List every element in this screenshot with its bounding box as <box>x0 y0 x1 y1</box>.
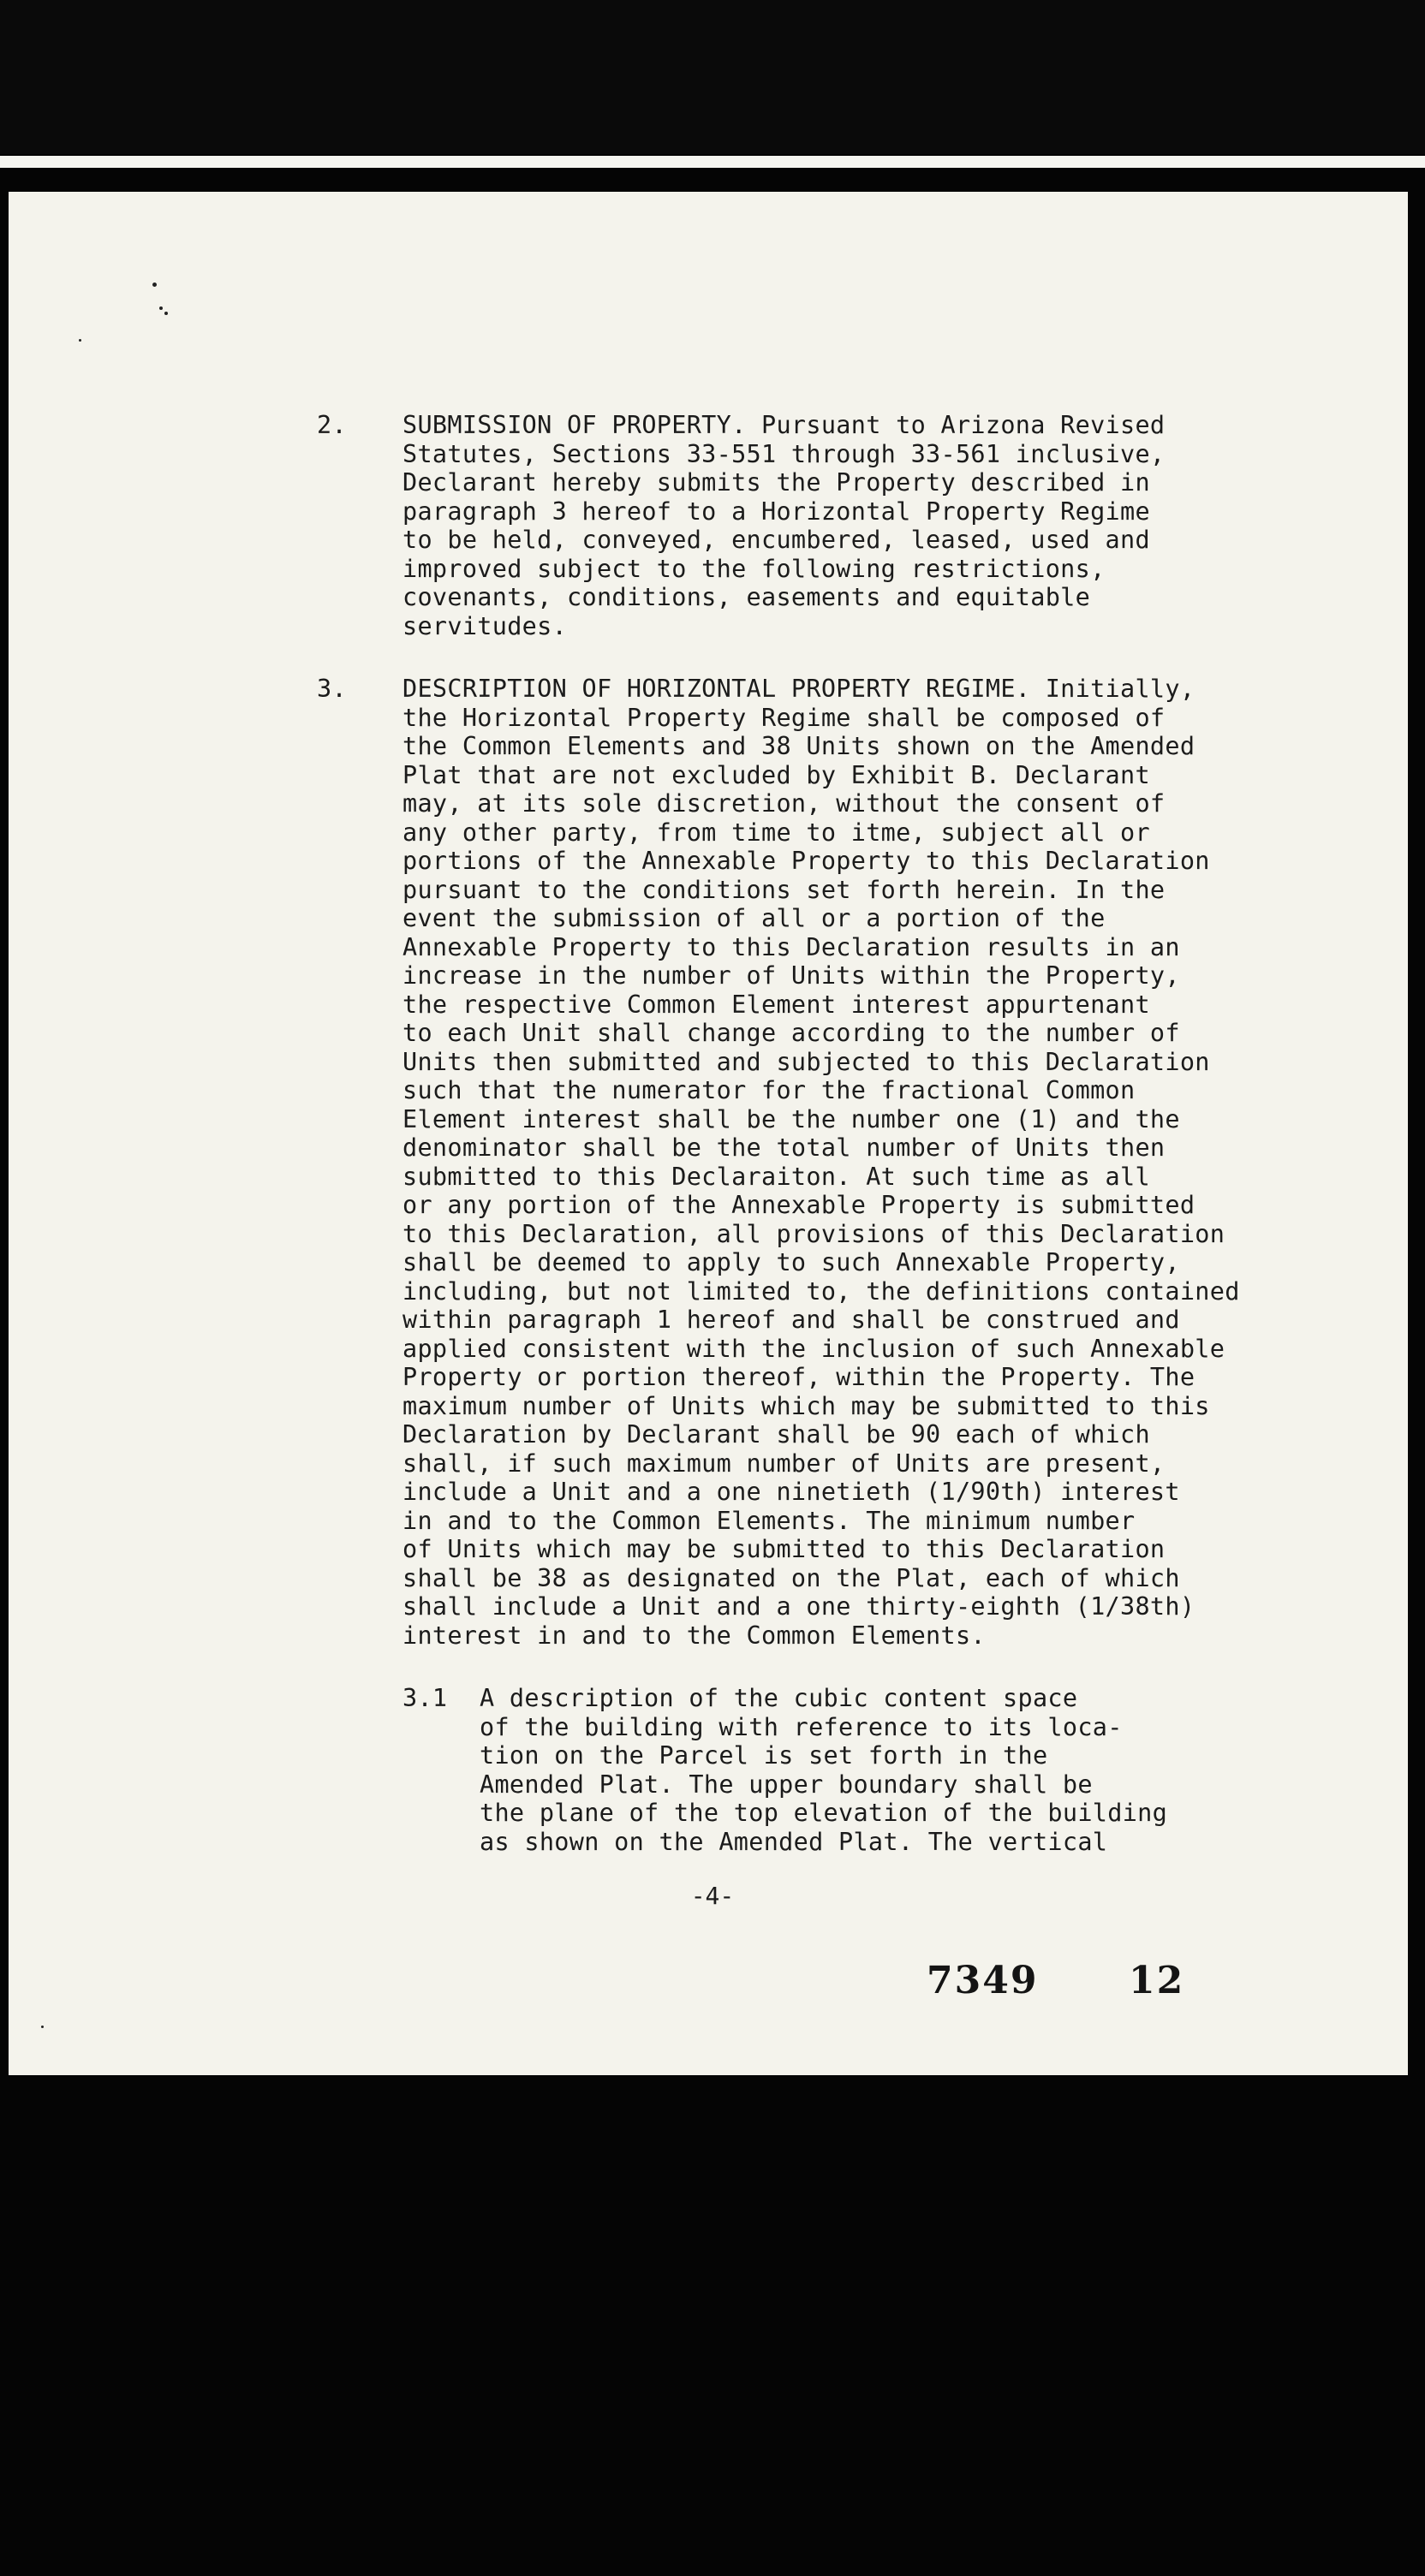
paragraph-2 <box>317 411 1345 640</box>
subparagraph-3-1 <box>402 1684 1345 1856</box>
paragraph-number: 3. <box>317 675 347 703</box>
scan-edge-line <box>0 156 1425 168</box>
paragraph-text: DESCRIPTION OF HORIZONTAL PROPERTY REGIME. Initially, the Horizontal Property Regime shall be composed of the Common Elements and 38 Units shown on the Amended Plat that are not excluded by Exhibit B. Declarant may, at its sole discretion, without the consent of any other party, from time to itme, subject all or portions of the Annexable Property to this Declaration pursuant to the conditions set forth herein. In the event the submission of all or a portion of the Annexable Property to this Declaration results in an increase in the number of Units within the Property, the respective Common Element interest appurtenant to each Unit shall change according to the number of Units then submitted and subjected to this Declaration such that the numerator for the fractional Common Element interest shall be the number one (1) and the denominator shall be the total number of Units then submitted to this Declaraiton. At such time as all or any portion of the Annexable Property is submitted to this Declaration, all provisions of this Declaration shall be deemed to apply to such Annexable Property, including, but not limited to, the definitions contained within paragraph 1 hereof and shall be construed and applied consistent with the inclusion of such Annexable Property or portion thereof, within the Property. The maximum number of Units which may be submitted to this Declaration by Declarant shall be 90 each of which shall, if such maximum number of Units are present, include a Unit and a one ninetieth (1/90th) interest in and to the Common Elements. The minimum number of Units which may be submitted to this Declaration shall be 38 as designated on the Plat, each of which shall include a Unit and a one thirty-eighth (1/38th) interest in and to the Common Elements. <box>402 675 1240 1650</box>
paragraph-text: SUBMISSION OF PROPERTY. Pursuant to Arizona Revised Statutes, Sections 33-551 through 33-561 inclusive, Declarant hereby submits the Property described in paragraph 3 hereof to a Horizontal Property Regime to be held, conveyed, encumbered, leased, used and improved subject to the following restrictions, covenants, conditions, easements and equitable servitudes. <box>402 411 1166 640</box>
recording-page-number: 12 <box>1129 1959 1185 2002</box>
recording-book-number: 7349 <box>927 1959 1039 2002</box>
document-body <box>317 411 1345 1890</box>
scan-speck <box>164 312 168 315</box>
scan-speck <box>79 339 81 342</box>
scan-speck <box>152 283 157 287</box>
subparagraph-text: A description of the cubic content space of the building with reference to its loca- tion on the Parcel is set forth in the Amended Plat. The upper boundary shall be the plane of the top elevation of the building as shown on the Amended Plat. The vertical <box>480 1684 1168 1856</box>
scan-speck <box>41 2026 44 2028</box>
page-number: -4- <box>690 1882 735 1910</box>
scan-border-top <box>0 0 1425 154</box>
paragraph-3 <box>317 675 1345 1856</box>
paragraph-number: 2. <box>317 411 347 439</box>
subparagraph-number: 3.1 <box>402 1684 448 1712</box>
scan-speck <box>159 306 163 310</box>
